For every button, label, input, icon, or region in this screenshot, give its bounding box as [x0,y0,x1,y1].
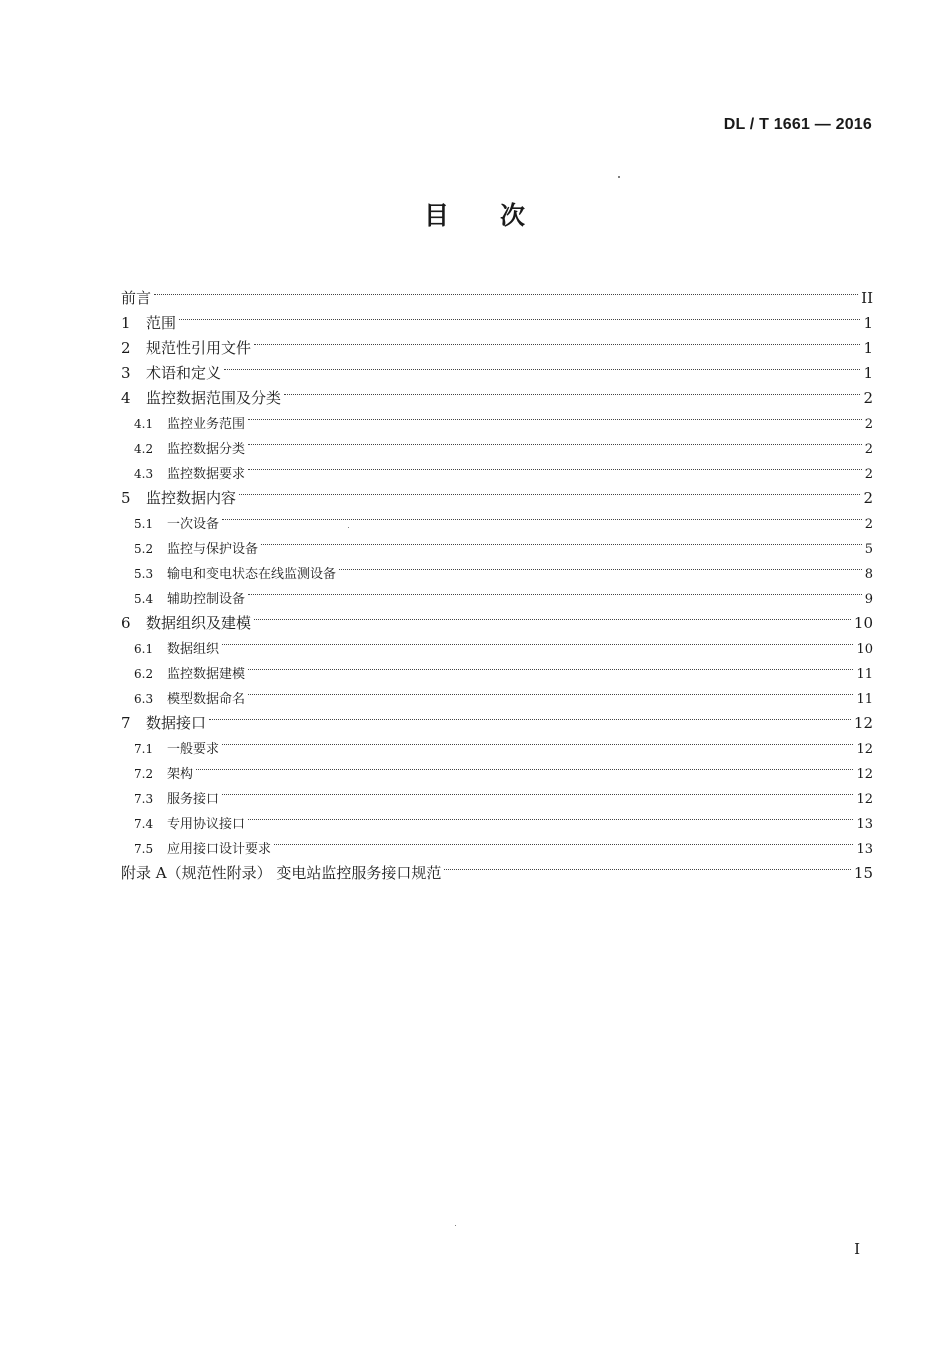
toc-entry-page: 12 [853,714,873,732]
toc-entry[interactable] [121,628,873,657]
toc-entry-page: 13 [856,842,873,857]
toc-entry[interactable] [121,528,873,557]
toc-entry[interactable] [121,753,873,782]
toc-leader-dots [239,478,860,503]
toc-entry-label: 服务接口 [167,792,220,807]
toc-entry-page: 8 [864,567,873,582]
toc-leader-dots [274,828,853,853]
toc-entry-label: 监控数据要求 [167,467,246,482]
title-char-1: 目 [423,201,450,230]
toc-leader-dots [154,278,858,303]
toc-entry-page: 10 [856,642,873,657]
toc-entry-label: 数据组织 [167,642,220,657]
toc-leader-dots [179,303,860,328]
toc-entry-page: 13 [856,817,873,832]
toc-entry-number: 3 [121,364,131,382]
toc-entry-label: 监控数据分类 [167,442,246,457]
toc-entry-page: 2 [864,467,873,482]
toc-leader-dots [196,753,853,778]
toc-entry-page: 12 [856,767,873,782]
toc-entry-label: 监控数据建模 [167,667,246,682]
toc-leader-dots [222,728,853,753]
toc-leader-dots [224,353,860,378]
toc-entry-page: 12 [856,792,873,807]
toc-leader-dots [222,628,853,653]
toc-entry-page: 2 [863,389,873,407]
toc-entry-number: 6.3 [134,692,154,706]
toc-entry-number: 7.1 [134,742,154,756]
toc-entry-page: 15 [853,864,873,882]
toc-entry-number: 5.4 [134,592,154,606]
toc-entry-label: 监控与保护设备 [167,542,259,557]
toc-entry-number: 4.1 [134,417,154,431]
toc-entry-number: 6.2 [134,667,154,681]
page-number: I [854,1240,860,1258]
toc-entry-page: 2 [864,442,873,457]
title-char-2: 次 [500,201,527,230]
toc-entry-page: 5 [864,542,873,557]
toc-entry-number: 4.3 [134,467,154,481]
toc-entry-page: 12 [856,742,873,757]
toc-entry-label: 前言 [121,289,152,307]
toc-entry[interactable] [121,703,873,732]
toc-entry[interactable] [121,303,873,332]
toc-entry-number: 7 [121,714,131,732]
toc-entry[interactable] [121,803,873,832]
table-of-contents [121,278,873,882]
toc-entry-number: 7.5 [134,842,154,856]
toc-entry-label: 范围 [146,314,177,332]
toc-leader-dots [248,578,862,603]
toc-entry-number: 7.3 [134,792,154,806]
toc-entry-label: 监控数据内容 [146,489,237,507]
toc-entry-number: 7.2 [134,767,154,781]
toc-entry-label: 监控业务范围 [167,417,246,432]
toc-leader-dots [248,428,862,453]
toc-entry-page: II [861,289,873,307]
toc-leader-dots [444,853,851,878]
toc-entry[interactable] [121,778,873,807]
toc-leader-dots [222,503,862,528]
toc-entry-label: 术语和定义 [146,364,222,382]
toc-entry-page: 1 [863,364,873,382]
toc-entry-label: 架构 [167,767,194,782]
toc-entry-number: 6.1 [134,642,154,656]
toc-leader-dots [248,803,853,828]
toc-entry-page: 2 [863,489,873,507]
toc-entry-number: 4.2 [134,442,154,456]
toc-entry[interactable] [121,378,873,407]
toc-entry-label: 模型数据命名 [167,692,246,707]
toc-entry-label: 附录 A（规范性附录） 变电站监控服务接口规范 [121,864,442,882]
scan-speck [455,1225,456,1226]
toc-entry[interactable] [121,353,873,382]
toc-entry-number: 5.2 [134,542,154,556]
toc-leader-dots [284,378,860,403]
toc-leader-dots [209,703,851,728]
toc-leader-dots [248,678,853,703]
toc-entry-label: 数据组织及建模 [146,614,252,632]
toc-entry-number: 7.4 [134,817,154,831]
toc-entry-number: 2 [121,339,131,357]
toc-entry-page: 11 [856,667,873,682]
toc-entry-number: 5 [121,489,131,507]
toc-entry-label: 一次设备 [167,517,220,532]
toc-leader-dots [339,553,862,578]
toc-entry-number: 4 [121,389,131,407]
toc-entry-number: 1 [121,314,131,332]
toc-leader-dots [248,653,853,678]
page-title [0,196,950,232]
toc-leader-dots [248,403,862,428]
toc-entry-number: 5.1 [134,517,154,531]
toc-entry-page: 2 [864,417,873,432]
toc-entry[interactable] [121,278,873,307]
toc-leader-dots [261,528,862,553]
toc-entry-label: 专用协议接口 [167,817,246,832]
toc-entry-label: 应用接口设计要求 [167,842,272,857]
toc-entry-label: 监控数据范围及分类 [146,389,282,407]
toc-entry-number: 5.3 [134,567,154,581]
toc-entry-page: 2 [864,517,873,532]
toc-entry[interactable] [121,728,873,757]
toc-entry-label: 一般要求 [167,742,220,757]
toc-entry-page: 11 [856,692,873,707]
toc-entry[interactable] [121,503,873,532]
toc-entry-page: 9 [864,592,873,607]
toc-entry[interactable] [121,653,873,682]
toc-entry[interactable] [121,328,873,357]
toc-entry-label: 辅助控制设备 [167,592,246,607]
toc-entry-page: 1 [863,339,873,357]
toc-entry-label: 输电和变电状态在线监测设备 [167,567,337,582]
toc-entry-page: 10 [853,614,873,632]
toc-entry-page: 1 [863,314,873,332]
toc-leader-dots [222,778,853,803]
toc-leader-dots [254,328,860,353]
scan-speck [618,176,620,178]
toc-entry-label: 数据接口 [146,714,207,732]
toc-entry-number: 6 [121,614,131,632]
toc-leader-dots [248,453,862,478]
toc-leader-dots [254,603,851,628]
toc-entry-label: 规范性引用文件 [146,339,252,357]
document-code: DL / T 1661 — 2016 [723,116,872,133]
